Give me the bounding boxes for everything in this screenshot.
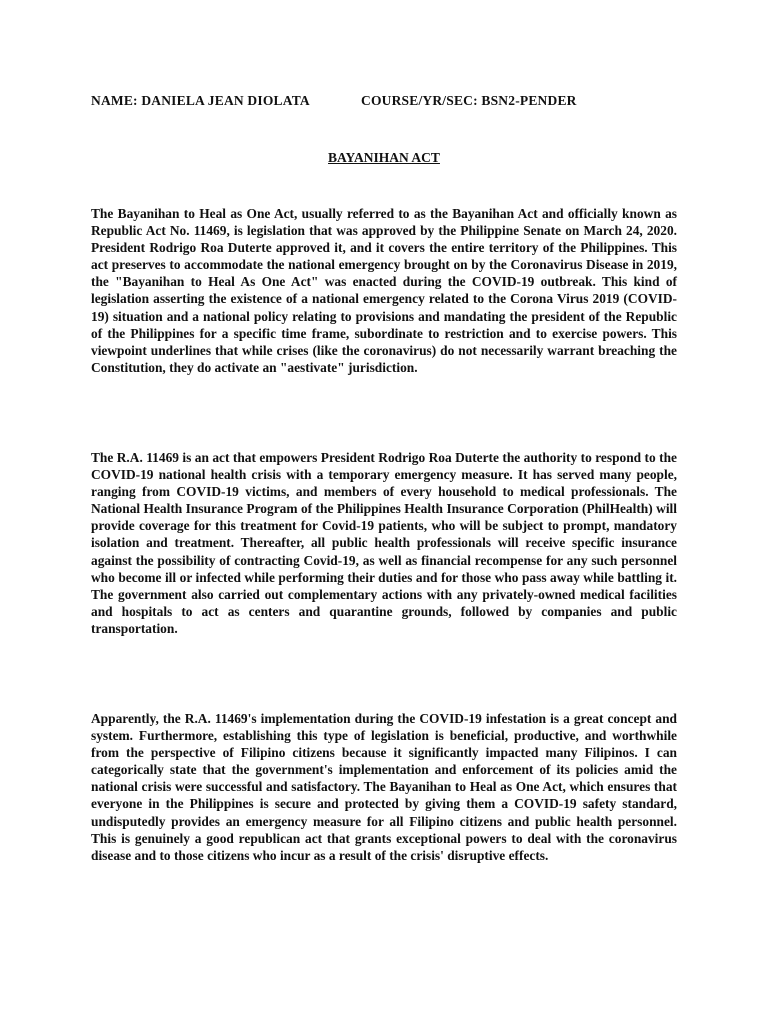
paragraph-3: Apparently, the R.A. 11469's implementation during the COVID-19 infestation is a great concept and system. Furthermore, establishing this type of legislation is beneficial, productive, and worthwhile from the perspective of Filipino citizens because it significantly impacted many Filipinos. I can categorically state that the government's implementation and enforcement of its policies amid the national crisis were successful and satisfactory. The Bayanihan to Heal as One Act, which ensures that everyone in the Philippines is secure and protected by giving them a COVID-19 safety standard, undisputedly provides an emergency measure for all Filipino citizens and public health personnel. This is genuinely a good republican act that grants exceptional powers to deal with the coronavirus disease and to those citizens who incur as a result of the crisis' disruptive effects.: [91, 711, 677, 863]
paragraph-2: The R.A. 11469 is an act that empowers President Rodrigo Roa Duterte the authority to respond to the COVID-19 national health crisis with a temporary emergency measure. It has served many people, ranging from COVID-19 victims, and members of every household to medical professionals. The National Health Insurance Program of the Philippines Health Insurance Corporation (PhilHealth) will provide coverage for this treatment for Covid-19 patients, who will be subject to prompt, mandatory isolation and treatment. Thereafter, all public health professionals will receive specific insurance against the possibility of contracting Covid-19, as well as financial recompense for any such personnel who become ill or infected while performing their duties and for those who pass away while battling it. The government also carried out complementary actions with any privately-owned medical facilities and hospitals to act as centers and quarantine grounds, followed by companies and public transportation.: [91, 450, 677, 636]
course-info: COURSE/YR/SEC: BSN2-PENDER: [361, 93, 577, 108]
paragraph-1: The Bayanihan to Heal as One Act, usually referred to as the Bayanihan Act and officially known as Republic Act No. 11469, is legislation that was approved by the Philippine Senate on March 24, 2020. President Rodrigo Roa Duterte approved it, and it covers the entire territory of the Philippines. This act preserves to accommodate the national emergency brought on by the Coronavirus Disease in 2019, the "Bayanihan to Heal As One Act" was enacted during the COVID-19 outbreak. This kind of legislation asserting the existence of a national emergency related to the Corona Virus 2019 (COVID-19) situation and a national policy relating to provisions and mandating the president of the Republic of the Philippines for a specific time frame, subordinate to restriction and to exercise powers. This viewpoint underlines that while crises (like the coronavirus) do not necessarily warrant breaching the Constitution, they do activate an "aestivate" jurisdiction.: [91, 206, 677, 375]
student-name: NAME: DANIELA JEAN DIOLATA: [91, 93, 310, 108]
document-title: BAYANIHAN ACT: [328, 150, 440, 165]
